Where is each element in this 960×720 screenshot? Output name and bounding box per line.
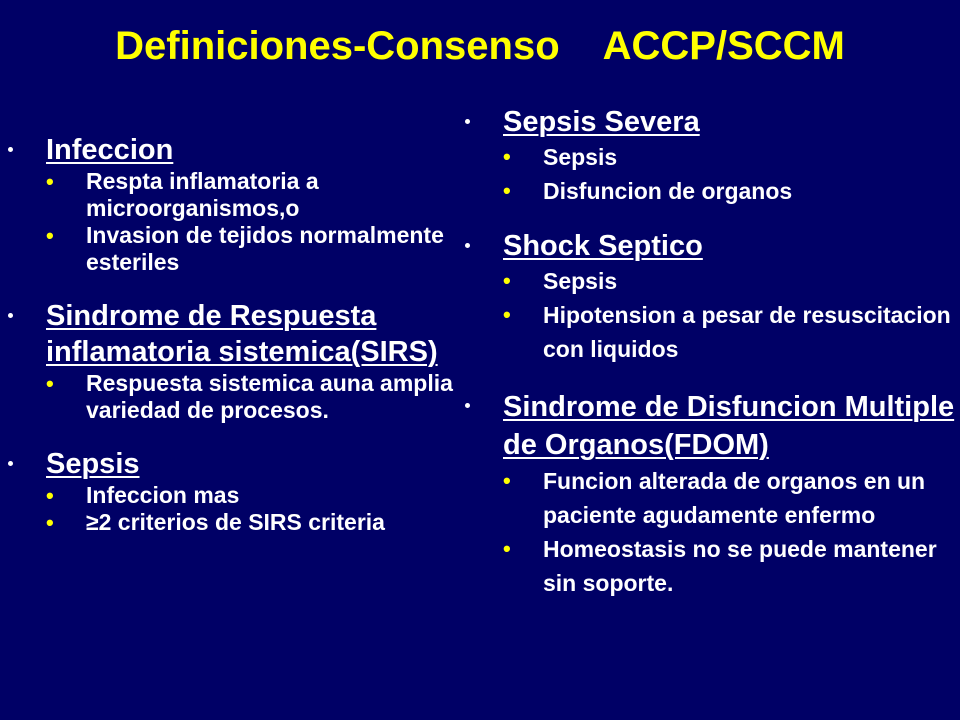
bullet-dot — [8, 461, 13, 466]
section-title: Sindrome de Disfuncion Multiple de Organos(FDOM) — [503, 391, 955, 461]
bullet-icon: • — [46, 483, 54, 508]
bullet-icon: • — [46, 223, 54, 248]
list-item: • Hipotension a pesar de resuscitacion con liquidos — [503, 298, 955, 366]
list-item: • Invasion de tejidos normalmente esteriles — [46, 222, 444, 275]
bullet-icon: • — [503, 302, 511, 327]
bullet-dot — [8, 313, 13, 318]
list-item: • Sepsis — [503, 140, 955, 174]
bullet-icon: • — [503, 536, 511, 561]
section-sirs — [8, 298, 463, 424]
list-item: • Funcion alterada de organos en un paciente agudamente enfermo — [503, 464, 955, 532]
item-list — [46, 168, 463, 276]
bullet-icon: • — [46, 371, 54, 396]
item-list — [503, 264, 955, 366]
section-fdom — [465, 388, 955, 600]
list-item: • Respta inflamatoria a microorganismos,o — [46, 168, 319, 221]
list-item: • Homeostasis no se puede mantener sin soporte. — [503, 532, 955, 600]
section-sepsis-severa — [465, 104, 955, 208]
section-title: Sepsis — [46, 448, 140, 480]
list-item: • Sepsis — [503, 264, 955, 298]
bullet-icon: • — [46, 169, 54, 194]
item-list — [503, 140, 955, 208]
list-item: • Disfuncion de organos — [503, 174, 955, 208]
section-title: Shock Septico — [503, 230, 703, 262]
bullet-dot — [465, 403, 470, 408]
item-list — [503, 464, 955, 600]
item-list — [46, 482, 463, 536]
section-sepsis — [8, 446, 463, 536]
bullet-dot — [465, 119, 470, 124]
item-list — [46, 370, 463, 424]
slide-title: Definiciones-Consenso ACCP/SCCM — [115, 24, 845, 68]
bullet-icon: • — [503, 268, 511, 293]
bullet-icon: • — [503, 178, 511, 203]
list-item: • Infeccion mas — [46, 482, 240, 508]
left-column — [8, 132, 463, 536]
list-item: • ≥2 criterios de SIRS criteria — [46, 509, 385, 535]
right-column — [465, 104, 955, 600]
section-title: Sindrome de Respuesta inflamatoria sistemica(SIRS) — [46, 300, 438, 368]
section-shock-septico — [465, 228, 955, 366]
section-title: Infeccion — [46, 134, 174, 166]
bullet-icon: • — [46, 510, 54, 535]
section-infeccion — [8, 132, 463, 276]
bullet-icon: • — [503, 144, 511, 169]
bullet-dot — [465, 243, 470, 248]
list-item: • Respuesta sistemica auna amplia variedad de procesos. — [46, 370, 453, 423]
bullet-dot — [8, 147, 13, 152]
section-title: Sepsis Severa — [503, 106, 700, 138]
bullet-icon: • — [503, 468, 511, 493]
